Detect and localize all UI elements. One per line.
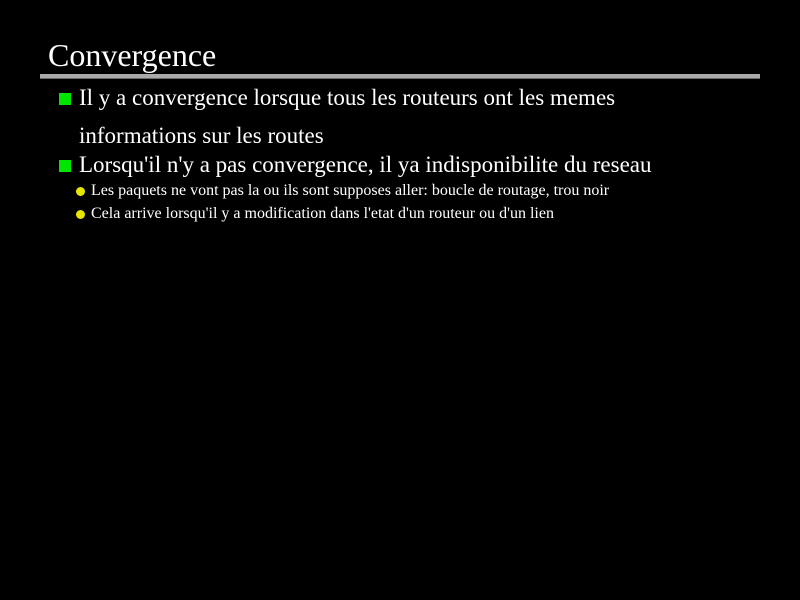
subbullet-1: Les paquets ne vont pas la ou ils sont supposes aller: boucle de routage, trou noir [91,182,610,199]
round-bullet-icon [76,210,85,219]
square-bullet-icon [59,93,71,105]
bullet-1-line-2: informations sur les routes [79,123,324,148]
round-bullet-icon [76,187,85,196]
slide-title: Convergence [48,37,217,73]
bullet-1-line-1: Il y a convergence lorsque tous les routeurs ont les memes [79,85,616,110]
square-bullet-icon [59,160,71,172]
bullet-2-line-1: Lorsqu'il n'y a pas convergence, il ya indisponibilite du reseau [79,152,652,177]
title-divider [40,74,760,78]
subbullet-2: Cela arrive lorsqu'il y a modification dans l'etat d'un routeur ou d'un lien [91,205,554,222]
